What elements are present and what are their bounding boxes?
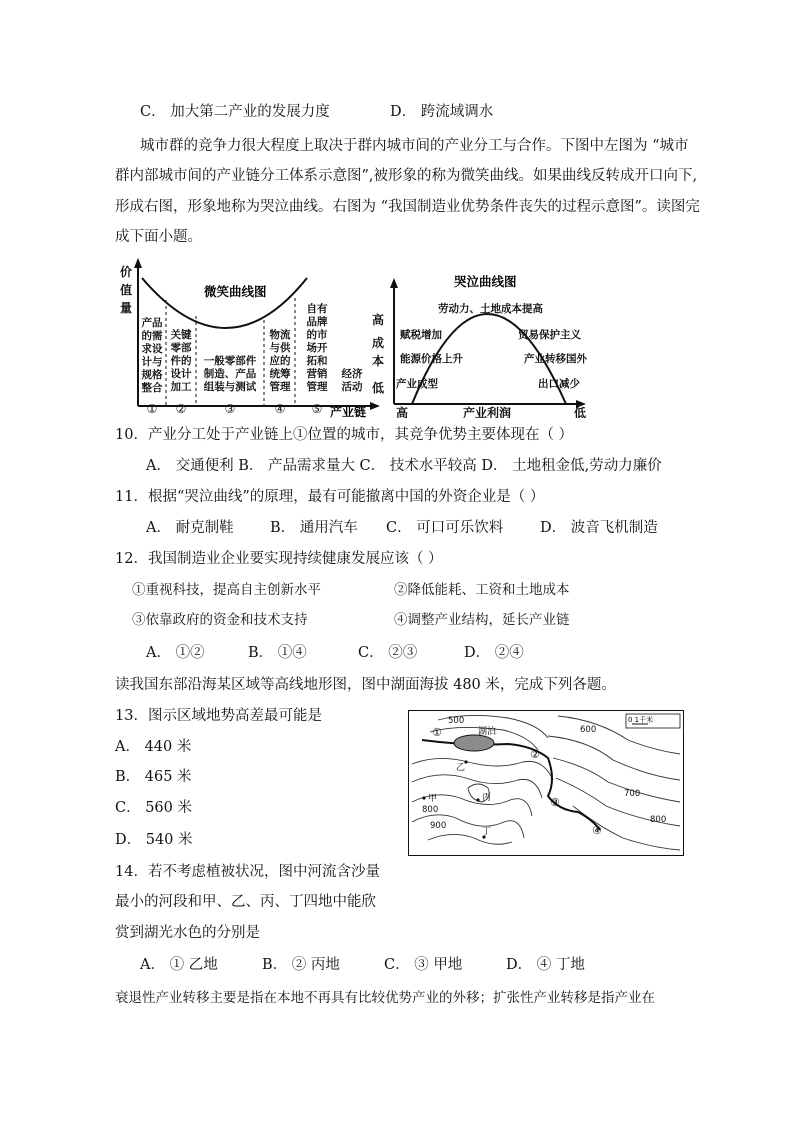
cry-y-low: 低 [372, 381, 385, 395]
place-yi: 乙 [456, 763, 466, 773]
smile-col5-line1: 自有 [306, 303, 328, 315]
smile-y-label-2: 值 [120, 283, 133, 297]
smile-col5-line3: 的市 [306, 329, 328, 341]
smile-col4-line5: 管理 [269, 381, 291, 393]
q12-stem: 12．我国制造业企业要实现持续健康发展应该（ ） [115, 551, 443, 567]
smile-col5-line4: 场开 [306, 342, 328, 354]
smile-col4-line1: 物流 [269, 329, 291, 341]
smile-col2-line4: 设计 [170, 368, 192, 380]
cry-label-right1: 贸易保护主义 [518, 329, 581, 341]
q11-stem: 11．根据“哭泣曲线”的原理，最有可能撤离中国的外资企业是（ ） [115, 489, 545, 505]
place-jia: 甲 [428, 794, 438, 804]
contour-label-900: 900 [430, 821, 447, 831]
q13-stem: 13．图示区域地势高差最可能是 [115, 708, 322, 724]
q13-option-c: C． 560 米 [115, 800, 192, 816]
q13-option-a: A． 440 米 [115, 739, 192, 755]
cry-label-left1: 赋税增加 [400, 329, 442, 341]
smile-col5-line7: 管理 [306, 381, 328, 393]
q11-option-b: B． 通用汽车 [270, 520, 358, 536]
cry-label-right2: 产业转移国外 [524, 353, 587, 365]
smile-marker-2: ② [175, 402, 187, 416]
intro-line-2: 群内部城市间的产业链分工体系示意图”,被形象的称为微笑曲线。如果曲线反转成开口向下, [115, 168, 698, 184]
map-marker-2: ② [530, 748, 540, 761]
smile-col1-line1: 产品 [141, 317, 163, 329]
cry-x-label: 产业利润 [463, 406, 512, 418]
place-ding: 丁 [482, 827, 492, 837]
smile-curve-chart [112, 258, 385, 418]
q12-statement-1: ①重视科技，提高自主创新水平 [132, 582, 321, 598]
q12-statement-4: ④调整产业结构，延长产业链 [394, 612, 570, 628]
q14-option-b: B． ② 丙地 [262, 957, 340, 973]
contour-label-800-right: 800 [650, 815, 667, 825]
cry-x-low: 低 [574, 406, 587, 418]
map-intro: 读我国东部沿海某区域等高线地形图，图中湖面海拔 480 米，完成下列各题。 [115, 677, 616, 693]
q14-stem-1: 14．若不考虑植被状况，图中河流含沙量 [115, 864, 380, 880]
smile-x-label: 产业链 [330, 405, 367, 418]
q14-option-d: D． ④ 丁地 [506, 957, 585, 973]
contour-map [408, 710, 684, 856]
prev-option-c: C． 加大第二产业的发展力度 [140, 104, 330, 120]
smile-y-label-3: 量 [120, 301, 133, 315]
q11-option-c: C． 可口可乐饮料 [386, 520, 504, 536]
cry-label-left2: 能源价格上升 [400, 353, 463, 365]
q12-statement-3: ③依靠政府的资金和技术支持 [132, 612, 308, 628]
smile-marker-1: ① [146, 402, 158, 416]
intro-line-1: 城市群的竞争力很大程度上取决于群内城市间的产业分工与合作。下图中左图为 “城市 [140, 138, 689, 154]
q14-option-a: A． ① 乙地 [140, 957, 218, 973]
q14-stem-3: 赏到湖光水色的分别是 [115, 925, 260, 941]
map-marker-3: ③ [550, 796, 560, 809]
cry-title: 哭泣曲线图 [454, 274, 517, 289]
contour-label-700: 700 [624, 789, 641, 799]
q10-stem: 10．产业分工处于产业链上①位置的城市，其竞争优势主要体现在（ ） [115, 427, 574, 443]
smile-col4-line3: 应的 [269, 355, 291, 367]
q14-option-c: C． ③ 甲地 [384, 957, 463, 973]
q11-option-d: D． 波音飞机制造 [540, 520, 658, 536]
q13-option-d: D． 540 米 [115, 832, 193, 848]
smile-col3-line1: 一般零部件 [203, 355, 257, 367]
q12-option-a: A． ①② [146, 645, 205, 661]
trailing-text: 衰退性产业转移主要是指在本地不再具有比较优势产业的外移；扩张性产业转移是指产业在 [115, 990, 655, 1006]
q12-option-c: C． ②③ [358, 645, 418, 661]
cry-y-label-2: 本 [372, 354, 385, 368]
cry-x-high: 高 [396, 406, 409, 418]
smile-col5-line2: 品牌 [306, 316, 328, 328]
smile-marker-4: ④ [274, 402, 286, 416]
q12-statement-2: ②降低能耗、工资和土地成本 [394, 582, 570, 598]
q14-stem-2: 最小的河段和甲、乙、丙、丁四地中能欣 [115, 894, 376, 910]
cry-y-arrow [390, 278, 398, 288]
smile-extra-line1: 经济 [341, 368, 363, 380]
smile-col4-line2: 与供 [269, 342, 291, 354]
smile-col2-line3: 件的 [170, 355, 192, 367]
cry-y-label-1: 成 [372, 336, 385, 350]
contour-label-500: 500 [448, 716, 465, 726]
lake [454, 735, 494, 751]
smile-col2-line5: 加工 [170, 381, 192, 393]
smile-extra-line2: 活动 [341, 381, 363, 393]
smile-col5-line6: 营销 [306, 368, 328, 380]
smile-col2-line1: 关键 [170, 329, 192, 341]
q12-option-d: D． ②④ [464, 645, 524, 661]
smile-col3-line2: 制造、产品 [203, 368, 257, 380]
smile-col1-line3: 求设 [141, 343, 163, 355]
smile-col5-line5: 拓和 [306, 355, 328, 367]
intro-line-4: 成下面小题。 [115, 229, 202, 245]
map-frame [409, 711, 684, 856]
smile-marker-5: ⑤ [311, 402, 323, 416]
cry-y-high: 高 [372, 313, 385, 327]
map-marker-1: ① [432, 726, 442, 739]
smile-title: 微笑曲线图 [204, 284, 267, 299]
smile-col3-line3: 组装与测试 [203, 381, 257, 393]
smile-col1-line6: 整合 [141, 382, 163, 394]
smile-col1-line4: 计与 [141, 356, 163, 368]
q10-options: A． 交通便利 B． 产品需求量大 C． 技术水平较高 D． 土地租金低,劳动力廉价 [146, 458, 662, 474]
place-bing: 丙 [482, 793, 492, 803]
smile-y-arrow [134, 258, 142, 268]
map-scale-label: 0 1千米 [628, 716, 654, 724]
place-bing-dot [476, 798, 479, 801]
smile-y-label-1: 价 [120, 265, 133, 279]
cry-curve-chart [368, 272, 598, 418]
smile-col4-line4: 统筹 [269, 368, 291, 380]
contour-label-600: 600 [580, 725, 597, 735]
q13-option-b: B． 465 米 [115, 769, 192, 785]
smile-col2-line2: 零部 [170, 342, 192, 354]
q11-option-a: A． 耐克制鞋 [146, 520, 234, 536]
cry-label-top: 劳动力、土地成本提高 [438, 303, 543, 315]
smile-marker-3: ③ [224, 402, 236, 416]
prev-option-d: D． 跨流域调水 [390, 104, 494, 120]
place-jia-dot [422, 796, 425, 799]
map-marker-4: ④ [592, 824, 602, 837]
contour-label-800-left: 800 [422, 805, 439, 815]
lake-label: 湖泊 [478, 727, 497, 737]
smile-col1-line5: 规格 [141, 369, 163, 381]
cry-label-right3: 出口减少 [538, 378, 580, 390]
cry-label-left3: 产业成型 [396, 378, 438, 390]
smile-col1-line2: 的需 [141, 330, 163, 342]
q12-option-b: B． ①④ [248, 645, 307, 661]
intro-line-3: 形成右图，形象地称为哭泣曲线。右图为 “我国制造业优势条件丧失的过程示意图”。读图完 [115, 199, 700, 215]
